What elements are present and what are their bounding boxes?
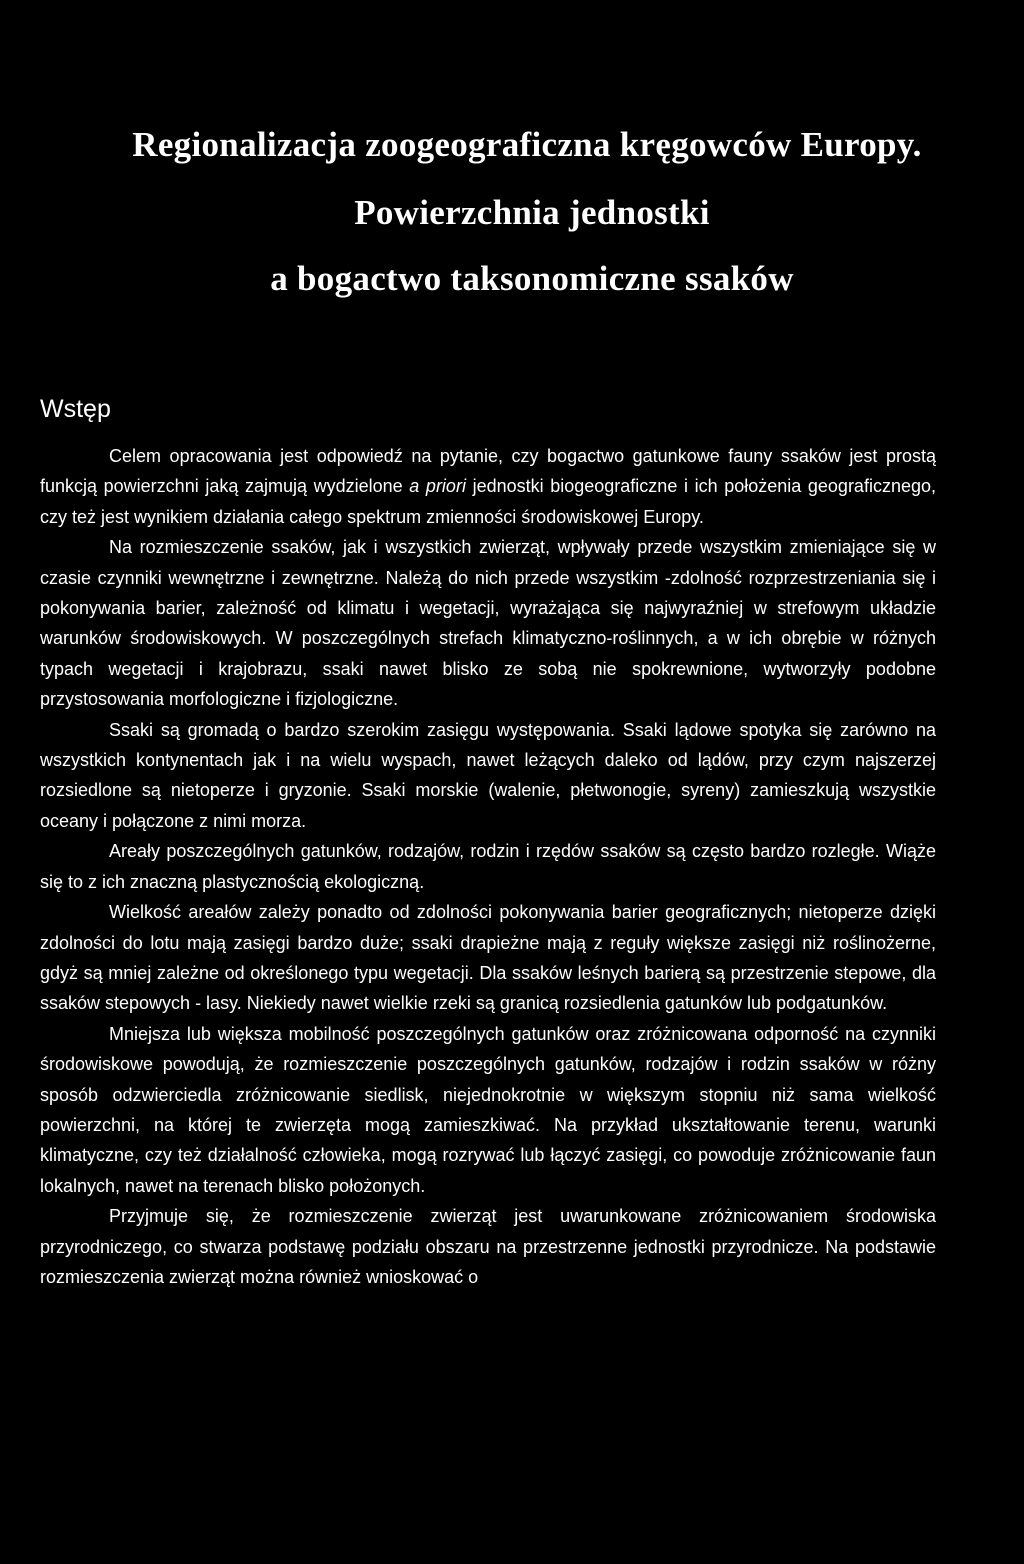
paragraph-1-italic: a priori bbox=[409, 476, 466, 497]
paragraph-6: Mniejsza lub większa mobilność poszczególnych gatunków oraz zróżnicowana odporność na czynniki środowiskowe powodują, że rozmieszczenie poszczególnych gatunków, rodzajów i rodzin ssaków w różny sposób odzwierciedla zróżnicowanie siedlisk, niejednokrotnie w większym stopniu niż sama wielkość powierzchni, na której te zwierzęta mogą zamieszkiwać. Na przykład ukształtowanie terenu, warunki klimatyczne, czy też działalność człowieka, mogą rozrywać lub łączyć zasięgi, co powoduje zróżnicowanie faun lokalnych, nawet na terenach blisko położonych. bbox=[40, 1023, 936, 1196]
document-title-line-3: a bogactwo taksonomiczne ssaków bbox=[270, 259, 794, 298]
title-block bbox=[40, 0, 944, 300]
paragraph-1-text-end: jednostki biogeograficzne i ich położenia geograficznego, czy też jest wynikiem działania całego spektrum zmienności środowiskowej Europy. bbox=[40, 476, 936, 527]
paragraph-1 bbox=[40, 441, 936, 532]
paragraph-3: Ssaki są gromadą o bardzo szerokim zasięgu występowania. Ssaki lądowe spotyka się zarówno na wszystkich kontynentach jak i na wielu wyspach, nawet leżących daleko od lądów, przy czym najszerzej rozsiedlone są nietoperze i gryzonie. Ssaki morskie (walenie, płetwonogie, syreny) zamieszkują wszystkie oceany i połączone z nimi morza. bbox=[40, 719, 936, 831]
section-heading: Wstęp bbox=[40, 395, 111, 423]
document-title-line-1: Regionalizacja zoogeograficzna kręgowców Europy. bbox=[132, 125, 922, 164]
body-text bbox=[40, 441, 936, 1292]
paragraph-1-text-start: Celem opracowania jest odpowiedź na pytanie, czy bogactwo gatunkowe fauny ssaków jest prostą funkcją powierzchni jaką zajmują wydzielone bbox=[40, 446, 936, 497]
paragraph-5: Wielkość areałów zależy ponadto od zdolności pokonywania barier geograficznych; nietoperze dzięki zdolności do lotu mają zasięgi bardzo duże; ssaki drapieżne mają z reguły większe zasięgi niż roślinożerne, gdyż są mniej zależne od określonego typu wegetacji. Dla ssaków leśnych barierą są przestrzenie stepowe, dla ssaków stepowych - lasy. Niekiedy nawet wielkie rzeki są granicą rozsiedlenia gatunków lub podgatunków. bbox=[40, 902, 936, 1014]
paragraph-2: Na rozmieszczenie ssaków, jak i wszystkich zwierząt, wpływały przede wszystkim zmieniające się w czasie czynniki wewnętrzne i zewnętrzne. Należą do nich przede wszystkim -zdolność rozprzestrzeniania się i pokonywania barier, zależność od klimatu i wegetacji, wyrażająca się najwyraźniej w strefowym układzie warunków środowiskowych. W poszczególnych strefach klimatyczno-roślinnych, a w ich obrębie w różnych typach wegetacji i krajobrazu, ssaki nawet blisko ze sobą nie spokrewnione, wytworzyły podobne przystosowania morfologiczne i fizjologiczne. bbox=[40, 537, 936, 710]
paragraph-4: Areały poszczególnych gatunków, rodzajów, rodzin i rzędów ssaków są często bardzo rozległe. Wiąże się to z ich znaczną plastycznością ekologiczną. bbox=[40, 841, 936, 892]
document-title-line-2: Powierzchnia jednostki bbox=[354, 193, 710, 232]
paragraph-7: Przyjmuje się, że rozmieszczenie zwierząt jest uwarunkowane zróżnicowaniem środowiska przyrodniczego, co stwarza podstawę podziału obszaru na przestrzenne jednostki przyrodnicze. Na podstawie rozmieszczenia zwierząt można również wnioskować o bbox=[40, 1206, 936, 1287]
